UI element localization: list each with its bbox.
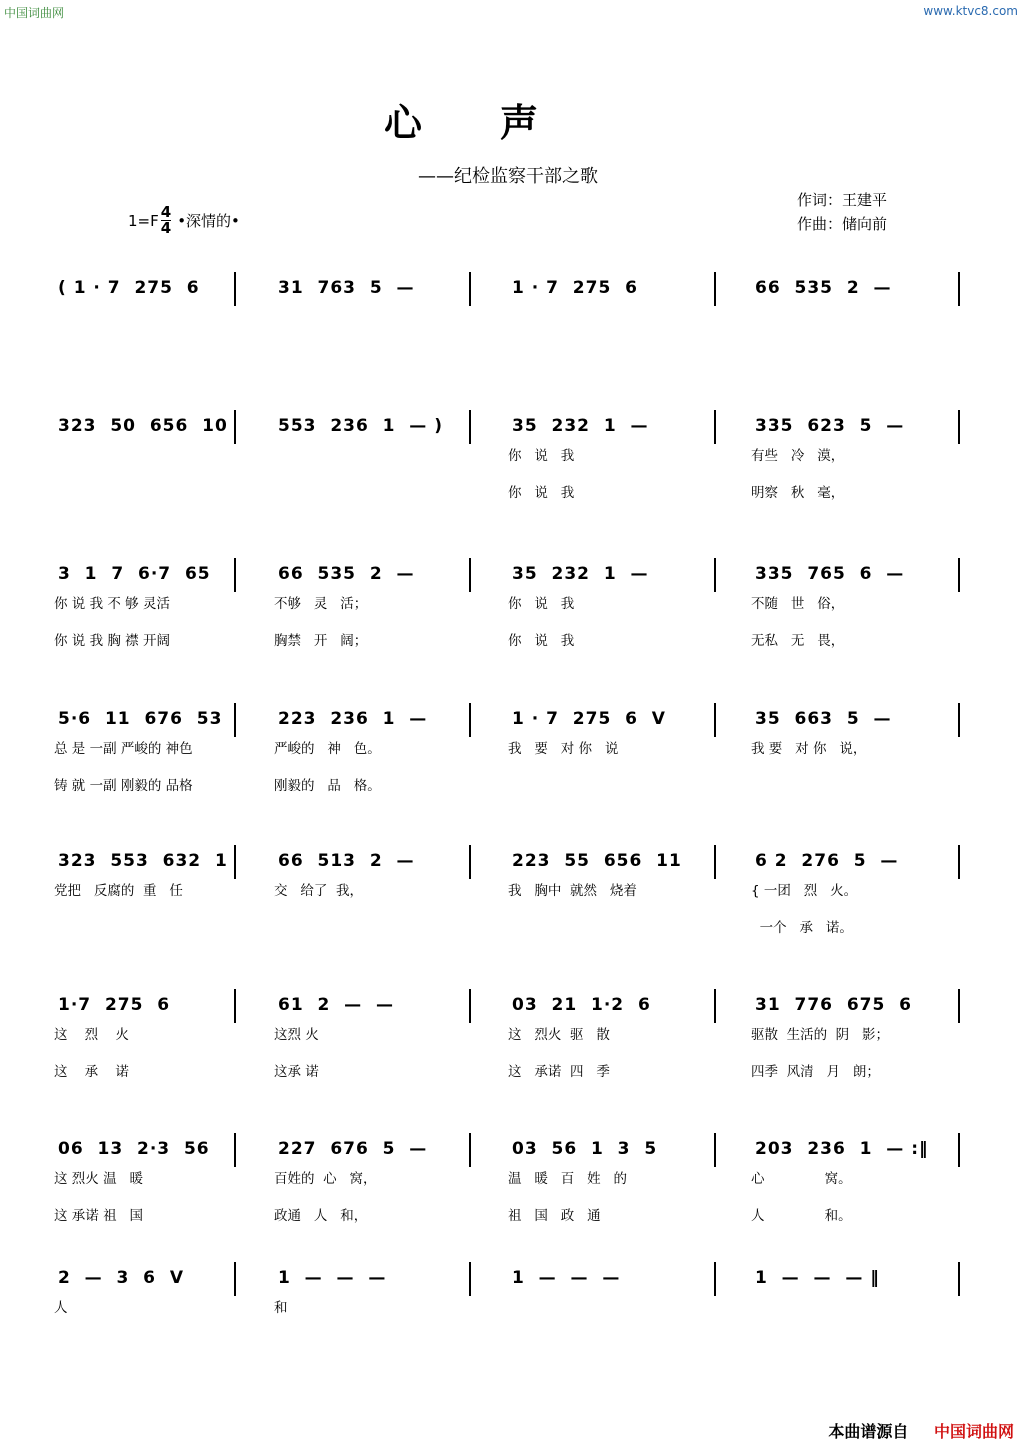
measure-notes: 5·6 11 676 53	[58, 709, 223, 729]
bar-line	[958, 845, 960, 879]
lyric-text: 这烈 火	[274, 1027, 319, 1043]
bar-line	[234, 989, 236, 1023]
bar-line	[958, 703, 960, 737]
measure-notes: 335 765 6 —	[755, 564, 905, 584]
bar-line	[469, 703, 471, 737]
measure-notes: ( 1 · 7 275 6	[58, 278, 200, 298]
bar-line	[958, 558, 960, 592]
measure-notes: 3 1 7 6·7 65	[58, 564, 211, 584]
measure-notes: 03 21 1·2 6	[512, 995, 651, 1015]
tempo-marking: •深情的•	[177, 212, 240, 230]
measure-notes: 6 2 276 5 —	[755, 851, 899, 871]
bar-line	[714, 845, 716, 879]
site-url-right: www.ktvc8.com	[923, 4, 1018, 18]
bar-line	[234, 410, 236, 444]
bar-line	[234, 1262, 236, 1296]
bar-line	[958, 1133, 960, 1167]
measure-notes: 35 663 5 —	[755, 709, 892, 729]
lyric-text: 政通 人 和，	[274, 1208, 368, 1224]
lyric-text: 百姓的 心 窝，	[274, 1171, 377, 1187]
bar-line	[234, 1133, 236, 1167]
bar-line	[469, 989, 471, 1023]
bar-line	[714, 703, 716, 737]
bar-line	[469, 410, 471, 444]
bar-line	[714, 1262, 716, 1296]
measure-notes: 35 232 1 —	[512, 416, 649, 436]
bar-line	[958, 989, 960, 1023]
bar-line	[469, 1133, 471, 1167]
measure-notes: 323 50 656 10	[58, 416, 228, 436]
lyric-text: 人	[54, 1300, 68, 1316]
measure-notes: 1·7 275 6	[58, 995, 171, 1015]
measure-notes: 1 · 7 275 6 V	[512, 709, 666, 729]
bar-line	[714, 410, 716, 444]
lyric-text: 明察 秋 毫，	[751, 485, 845, 501]
bar-line	[234, 845, 236, 879]
song-subtitle: ——纪检监察干部之歌	[418, 166, 598, 187]
lyric-text: 你 说 我 胸 襟 开阔	[54, 633, 170, 649]
lyric-text: 你 说 我	[508, 448, 575, 464]
lyric-text: 严峻的 神 色。	[274, 741, 381, 757]
time-bottom: 4	[160, 219, 172, 237]
footer-source-label: 本曲谱源自	[828, 1422, 909, 1441]
bar-line	[958, 272, 960, 306]
measure-notes: 223 55 656 11	[512, 851, 682, 871]
bar-line	[469, 272, 471, 306]
measure-notes: 66 535 2 —	[278, 564, 415, 584]
lyric-text: 交 给了 我，	[274, 883, 363, 899]
lyric-text: 无私 无 畏，	[751, 633, 845, 649]
lyric-text: 这 烈火 温 暖	[54, 1171, 143, 1187]
lyric-text: 我 胸中 就然 烧着	[508, 883, 637, 899]
lyric-text: 四季 风清 月 朗；	[751, 1064, 880, 1080]
measure-notes: 223 236 1 —	[278, 709, 428, 729]
key-label: 1=F	[128, 211, 159, 230]
bar-line	[714, 272, 716, 306]
lyric-text: 这 烈火 驱 散	[508, 1027, 610, 1043]
lyric-text: 你 说 我	[508, 485, 575, 501]
bar-line	[714, 558, 716, 592]
measure-notes: 61 2 — —	[278, 995, 394, 1015]
measure-notes: 1 — — — ‖	[755, 1268, 880, 1288]
bar-line	[469, 845, 471, 879]
lyric-text: 你 说 我	[508, 596, 575, 612]
lyric-text: 这 承诺 祖 国	[54, 1208, 143, 1224]
lyric-text: 不随 世 俗，	[751, 596, 845, 612]
bar-line	[234, 558, 236, 592]
lyric-text: 一个 承 诺。	[751, 920, 853, 936]
measure-notes: 335 623 5 —	[755, 416, 905, 436]
measure-notes: 203 236 1 — :‖	[755, 1139, 929, 1159]
lyric-text: 我 要 对 你 说	[508, 741, 619, 757]
lyric-text: 你 说 我 不 够 灵活	[54, 596, 170, 612]
footer-brand: 中国词曲网	[933, 1422, 1014, 1441]
lyric-text: 驱散 生活的 阴 影；	[751, 1027, 890, 1043]
lyric-text: 这 承 诺	[54, 1064, 129, 1080]
measure-notes: 31 763 5 —	[278, 278, 415, 298]
measure-notes: 553 236 1 — )	[278, 416, 443, 436]
lyric-text: 和	[274, 1300, 288, 1316]
measure-notes: 66 513 2 —	[278, 851, 415, 871]
lyric-text: 人 和。	[751, 1208, 852, 1224]
lyric-text: 这 烈 火	[54, 1027, 129, 1043]
bar-line	[714, 1133, 716, 1167]
lyric-text: 这 承诺 四 季	[508, 1064, 610, 1080]
lyric-text: 我 要 对 你 说，	[751, 741, 867, 757]
lyric-text: 你 说 我	[508, 633, 575, 649]
measure-notes: 03 56 1 3 5	[512, 1139, 658, 1159]
measure-notes: 31 776 675 6	[755, 995, 912, 1015]
measure-notes: 1 — — —	[278, 1268, 387, 1288]
measure-notes: 323 553 632 1	[58, 851, 228, 871]
lyric-text: 有些 冷 漠，	[751, 448, 845, 464]
lyric-text: 刚毅的 品 格。	[274, 778, 381, 794]
bar-line	[958, 1262, 960, 1296]
lyricist-credit: 作词：王建平	[797, 191, 888, 209]
bar-line	[958, 410, 960, 444]
lyric-text: 这承 诺	[274, 1064, 319, 1080]
lyric-text: 心 窝。	[751, 1171, 852, 1187]
lyric-text: 胸禁 开 阔；	[274, 633, 368, 649]
lyric-text: { 一团 烈 火。	[751, 883, 858, 899]
song-title: 心声	[383, 100, 616, 145]
lyric-text: 祖 国 政 通	[508, 1208, 601, 1224]
lyric-text: 不够 灵 活；	[274, 596, 368, 612]
bar-line	[714, 989, 716, 1023]
measure-notes: 2 — 3 6 V	[58, 1268, 184, 1288]
composer-credit: 作曲：储向前	[797, 215, 888, 233]
measure-notes: 06 13 2·3 56	[58, 1139, 210, 1159]
lyric-text: 党把 反腐的 重 任	[54, 883, 183, 899]
footer-credit	[828, 1419, 1014, 1442]
measure-notes: 35 232 1 —	[512, 564, 649, 584]
lyric-text: 铸 就 一副 刚毅的 品格	[54, 778, 193, 794]
lyric-text: 总 是 一副 严峻的 神色	[54, 741, 193, 757]
time-top: 4	[160, 203, 172, 221]
bar-line	[469, 558, 471, 592]
measure-notes: 1 · 7 275 6	[512, 278, 638, 298]
lyric-text: 温 暖 百 姓 的	[508, 1171, 627, 1187]
bar-line	[469, 1262, 471, 1296]
bar-line	[234, 703, 236, 737]
measure-notes: 227 676 5 —	[278, 1139, 428, 1159]
bar-line	[234, 272, 236, 306]
measure-notes: 1 — — —	[512, 1268, 621, 1288]
measure-notes: 66 535 2 —	[755, 278, 892, 298]
site-name-left: 中国词曲网	[4, 6, 65, 20]
